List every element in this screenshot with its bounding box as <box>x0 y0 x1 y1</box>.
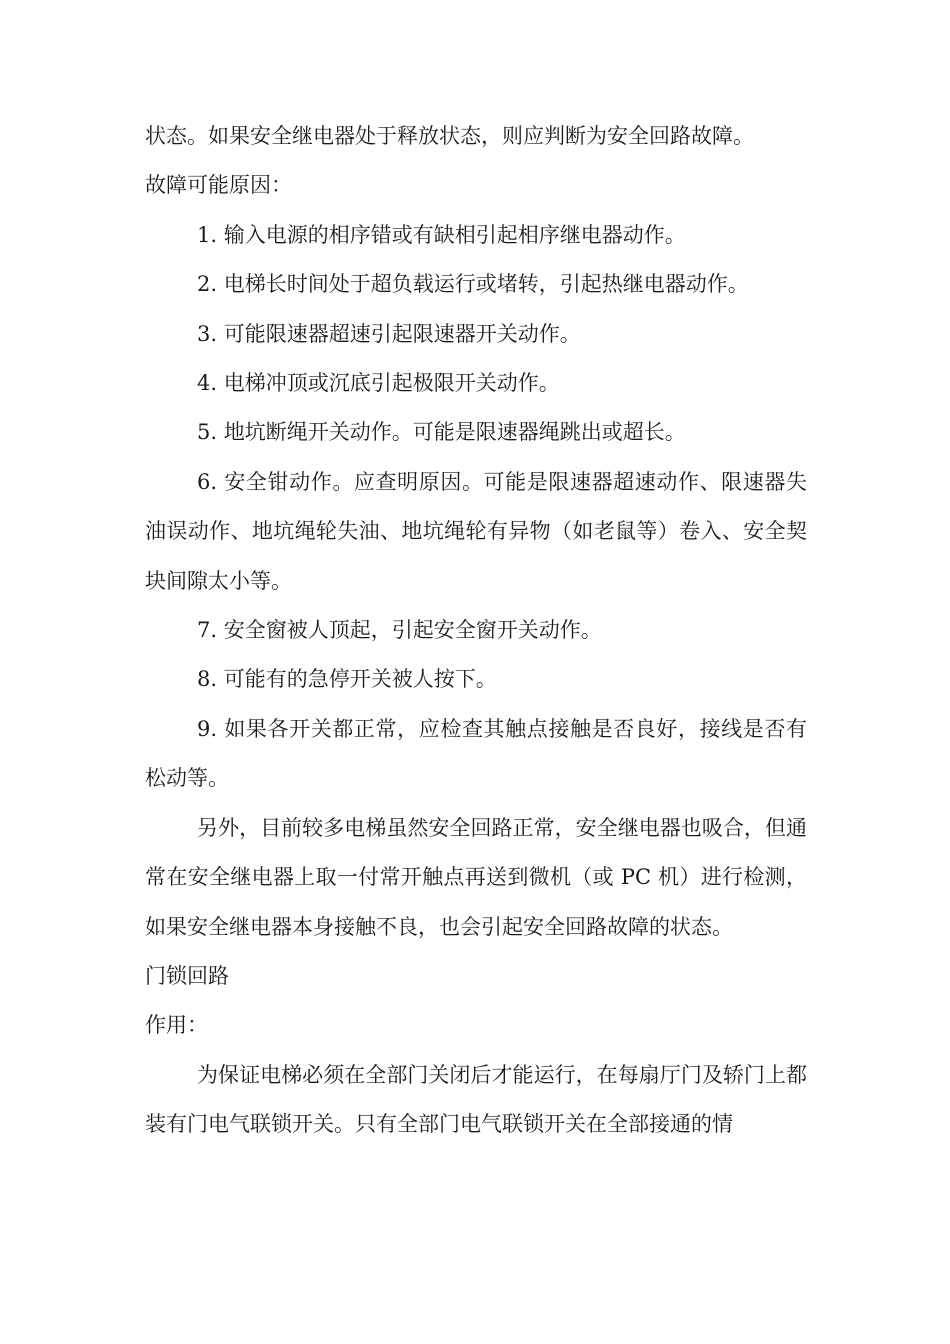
list-item-5: 5. 地坑断绳开关动作。可能是限速器绳跳出或超长。 <box>197 420 686 445</box>
list-item-6: 6. 安全钳动作。应查明原因。可能是限速器超速动作、限速器失油误动作、地坑绳轮失油、地坑绳轮有异物（如老鼠等）卷入、安全契块间隙太小等。 <box>145 469 807 593</box>
subheading-function: 作用： <box>145 1013 208 1038</box>
list-item-3: 3. 可能限速器超速引起限速器开关动作。 <box>197 321 581 346</box>
section-heading-door-lock-circuit: 门锁回路 <box>145 963 229 988</box>
fault-causes-heading: 故障可能原因： <box>145 173 292 198</box>
paragraph-door-lock-function: 为保证电梯必须在全部门关闭后才能运行，在每扇厅门及轿门上都装有门电气联锁开关。只有全部门电气联锁开关在全部接通的情 <box>145 1062 807 1137</box>
list-item-4: 4. 电梯冲顶或沉底引起极限开关动作。 <box>197 371 560 396</box>
paragraph-continuation: 状态。如果安全继电器处于释放状态，则应判断为安全回路故障。 <box>145 124 754 148</box>
list-item-8: 8. 可能有的急停开关被人按下。 <box>197 667 497 692</box>
list-item-9: 9. 如果各开关都正常，应检查其触点接触是否良好，接线是否有松动等。 <box>145 716 807 791</box>
paragraph-additional-note: 另外，目前较多电梯虽然安全回路正常，安全继电器也吸合，但通常在安全继电器上取一付常开触点再送到微机（或 PC 机）进行检测，如果安全继电器本身接触不良，也会引起安全回路故障的状态。 <box>145 815 807 939</box>
list-item-2: 2. 电梯长时间处于超负载运行或堵转，引起热继电器动作。 <box>197 272 749 297</box>
list-item-1: 1. 输入电源的相序错或有缺相引起相序继电器动作。 <box>197 222 686 247</box>
document-body <box>145 112 807 1150</box>
list-item-7: 7. 安全窗被人顶起，引起安全窗开关动作。 <box>197 618 602 643</box>
